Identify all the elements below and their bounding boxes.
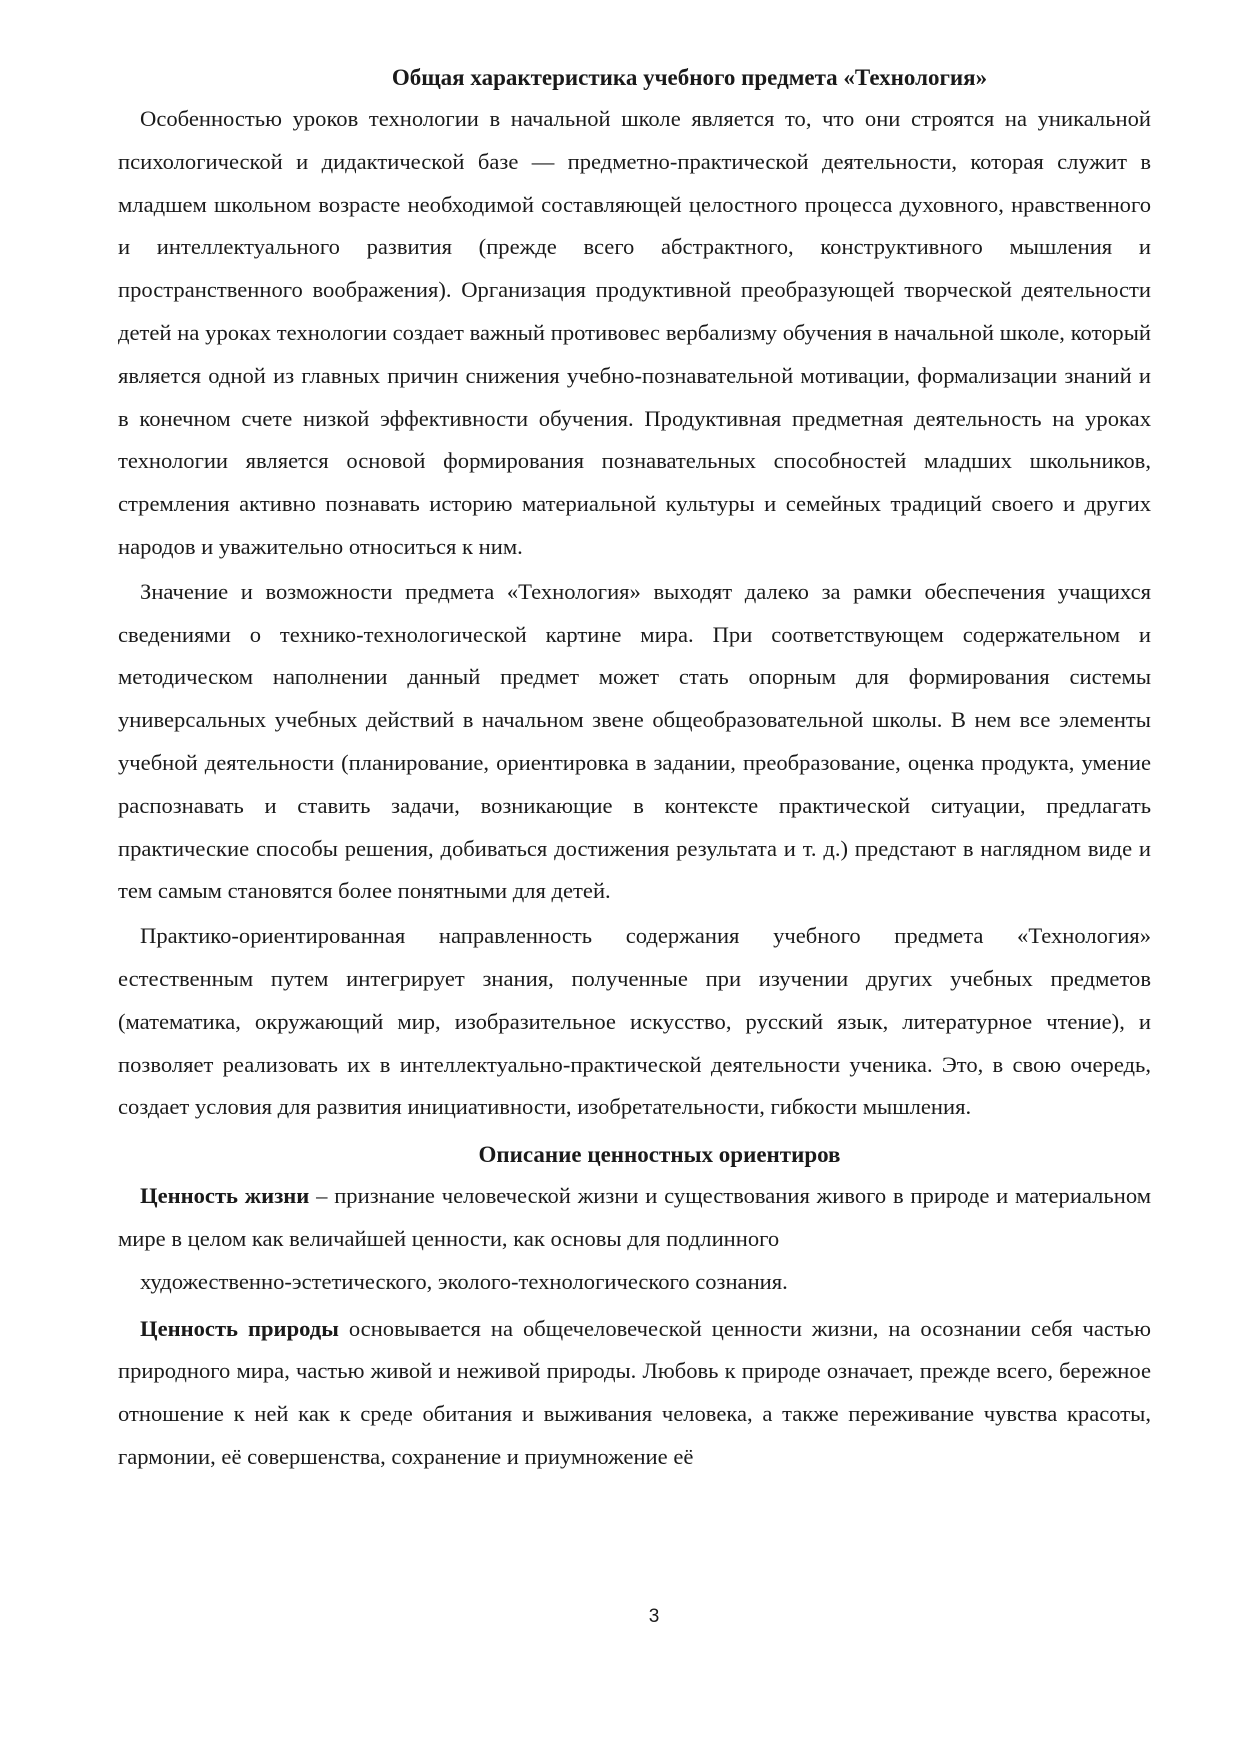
term-value-of-life: Ценность жизни xyxy=(140,1183,310,1209)
paragraph-practice-orientation: Практико-ориентированная направленность содержания учебного предмета «Технология» естественным путем интегрирует знания, полученные при изучении других учебных предметов (математика, окружающий мир, изобразительное искусство, русский язык, литературное чтение), и позволяет реализовать их в интеллектуально-практической деятельности ученика. Это, в свою очередь, создает условия для развития инициативности, изобретательности, гибкости мышления. xyxy=(118,923,1151,1120)
text-value-of-nature: основывается на общечеловеческой ценности жизни, на осознании себя частью природного мира, частью живой и неживой природы. Любовь к природе означает, прежде всего, бережное отношение к ней как к среде обитания и выживания человека, а также переживание чувства красоты, гармонии, её совершенства, сохранение и приумножение её xyxy=(118,1315,1151,1469)
document-page xyxy=(118,62,1151,1479)
paragraph-lesson-features: Особенностью уроков технологии в начальной школе является то, что они строятся на уникальной психологической и дидактической базе — предметно-практической деятельности, которая служит в младшем школьном возрасте необходимой составляющей целостного процесса духовного, нравственного и интеллектуального развития (прежде всего абстрактного, конструктивного мышления и пространственного воображения). Организация продуктивной преобразующей творческой деятельности детей на уроках технологии создает важный противовес вербализму обучения в начальной школе, который является одной из главных причин снижения учебно-познавательной мотивации, формализации знаний и в конечном счете низкой эффективности обучения. Продуктивная предметная деятельность на уроках технологии является основой формирования познавательных способностей младших школьников, стремления активно познавать историю материальной культуры и семейных традиций своего и других народов и уважительно относиться к ним. xyxy=(118,106,1151,559)
section-heading-values: Описание ценностных ориентиров xyxy=(478,1142,841,1168)
page-number: 3 xyxy=(648,1606,660,1627)
paragraph-value-of-nature xyxy=(118,1308,1151,1479)
term-value-of-nature: Ценность природы xyxy=(140,1315,339,1341)
page-title: Общая характеристика учебного предмета «Технология» xyxy=(391,65,988,90)
paragraph-subject-significance: Значение и возможности предмета «Технология» выходят далеко за рамки обеспечения учащихся сведениями о технико-технологической картине мира. При соответствующем содержательном и методическом наполнении данный предмет может стать опорным для формирования системы универсальных учебных действий в начальном звене общеобразовательной школы. В нем все элементы учебной деятельности (планирование, ориентировка в задании, преобразование, оценка продукта, умение распознавать и ставить задачи, возникающие в контексте практической ситуации, предлагать практические способы решения, добиваться достижения результата и т. д.) предстают в наглядном виде и тем самым становятся более понятными для детей. xyxy=(118,578,1151,904)
paragraph-value-of-life-continued: художественно-эстетического, эколого-технологического сознания. xyxy=(140,1268,788,1294)
text-value-of-life: – признание человеческой жизни и существования живого в природе и материальном мире в целом как величайшей ценности, как основы для подлинного xyxy=(118,1183,1151,1251)
paragraph-value-of-life xyxy=(118,1175,1151,1261)
